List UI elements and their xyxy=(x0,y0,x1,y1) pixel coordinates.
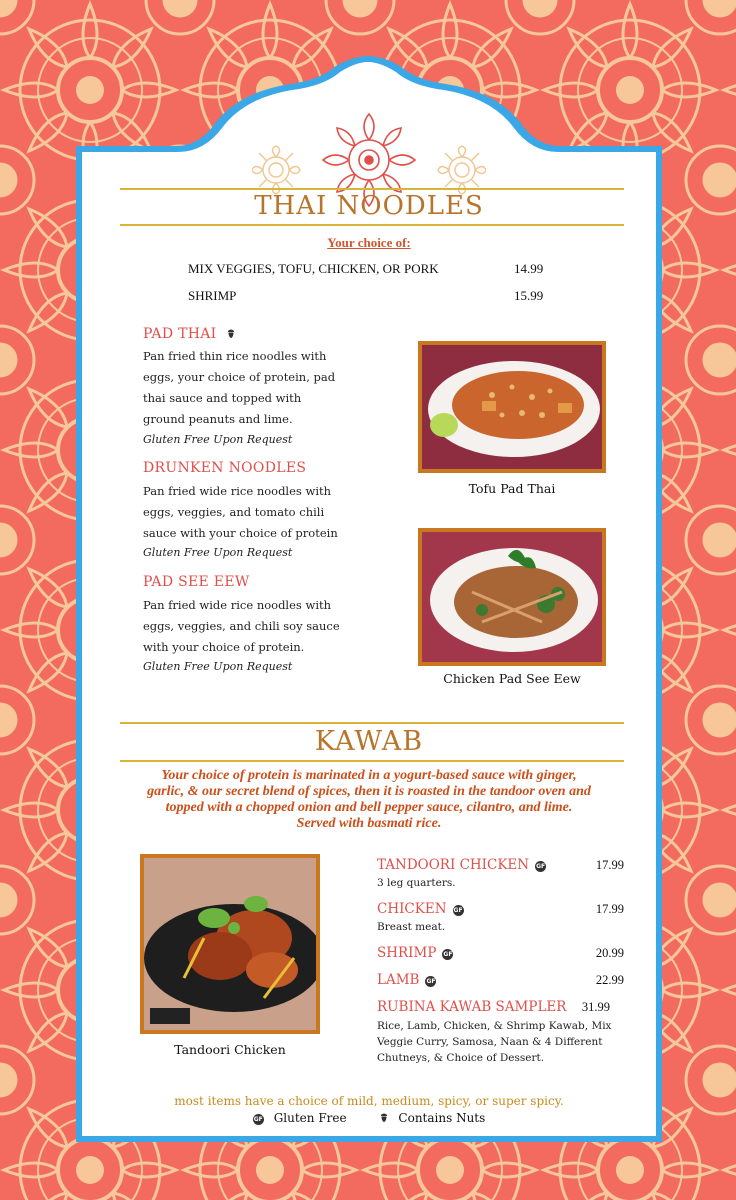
kawab-item-price: 20.99 xyxy=(595,946,624,960)
gluten-free-badge-icon: GF xyxy=(453,907,463,914)
dish-description xyxy=(143,481,338,544)
section-title-kawab: KAWAB xyxy=(314,726,424,757)
nut-icon xyxy=(380,1112,388,1122)
kawab-item-desc xyxy=(377,1018,611,1066)
desc-line: sauce with your choice of protein xyxy=(143,526,338,540)
dish-name-drunken-noodles: DRUNKEN NOODLES xyxy=(143,460,307,476)
desc-line: eggs, veggies, and chili soy sauce xyxy=(143,619,340,633)
kawab-item-price: 22.99 xyxy=(595,973,624,987)
kawab-item-price: 31.99 xyxy=(581,1000,610,1014)
dish-name-pad-thai xyxy=(143,326,235,342)
kawab-item-desc: Breast meat. xyxy=(377,921,446,933)
intro-line: Your choice of protein is marinated in a yogurt-based sauce with ginger, xyxy=(161,768,577,783)
choice-heading: Your choice of: xyxy=(327,235,411,250)
photo-tandoori-chicken xyxy=(140,854,320,1034)
kawab-intro xyxy=(112,768,626,832)
gluten-free-badge-icon: GF xyxy=(443,951,453,958)
gluten-free-badge-icon: GF xyxy=(536,863,546,870)
desc-line: Pan fried wide rice noodles with xyxy=(143,598,332,612)
kawab-item-name: TANDOORI CHICKEN xyxy=(377,857,530,873)
desc-line: ground peanuts and lime. xyxy=(143,412,293,426)
desc-line: thai sauce and topped with xyxy=(143,391,302,405)
spice-note: most items have a choice of mild, medium, spicy, or super spicy. xyxy=(174,1094,564,1108)
kawab-item-lamb xyxy=(377,972,436,988)
photo-caption: Chicken Pad See Eew xyxy=(443,671,581,686)
kawab-item-name: SHRIMP xyxy=(377,945,437,961)
desc-line: Veggie Curry, Samosa, Naan & 4 Different xyxy=(377,1036,603,1048)
kawab-item-price: 17.99 xyxy=(595,858,624,872)
legend-gluten-free: Gluten Free xyxy=(273,1111,347,1125)
kawab-item-desc: 3 leg quarters. xyxy=(377,877,456,889)
section-title-thai-noodles: THAI NOODLES xyxy=(254,191,484,221)
desc-line: Pan fried thin rice noodles with xyxy=(143,349,327,363)
kawab-item-shrimp xyxy=(377,945,453,961)
gold-rule xyxy=(120,760,624,762)
nut-icon xyxy=(227,328,235,338)
menu-panel xyxy=(76,60,662,1142)
legend-contains-nuts: Contains Nuts xyxy=(398,1111,486,1125)
option-price: 14.99 xyxy=(514,261,544,276)
kawab-item-price: 17.99 xyxy=(595,902,624,916)
option-label: MIX VEGGIES, TOFU, CHICKEN, OR PORK xyxy=(188,261,439,276)
intro-line: Served with basmati rice. xyxy=(296,816,442,831)
dish-description xyxy=(143,346,335,430)
desc-line: Chutneys, & Choice of Dessert. xyxy=(377,1052,545,1064)
dish-description xyxy=(143,595,340,658)
desc-line: with your choice of protein. xyxy=(143,640,305,654)
kawab-item-name: CHICKEN xyxy=(377,901,447,917)
kawab-item-sampler: RUBINA KAWAB SAMPLER xyxy=(377,999,567,1015)
desc-line: Pan fried wide rice noodles with xyxy=(143,484,332,498)
photo-caption: Tandoori Chicken xyxy=(174,1042,286,1057)
gluten-free-note: Gluten Free Upon Request xyxy=(143,546,293,559)
desc-line: Rice, Lamb, Chicken, & Shrimp Kawab, Mix xyxy=(377,1020,612,1032)
desc-line: eggs, your choice of protein, pad xyxy=(143,370,336,384)
dish-name-pad-see-eew: PAD SEE EEW xyxy=(143,574,250,590)
gluten-free-badge-icon: GF xyxy=(253,1116,263,1123)
option-price: 15.99 xyxy=(514,288,544,303)
gluten-free-note: Gluten Free Upon Request xyxy=(143,433,293,446)
gold-rule xyxy=(120,224,624,226)
intro-line: topped with a chopped onion and bell pepper sauce, cilantro, and lime. xyxy=(165,800,573,815)
gluten-free-note: Gluten Free Upon Request xyxy=(143,660,293,673)
option-label: SHRIMP xyxy=(188,288,237,303)
gluten-free-badge-icon: GF xyxy=(426,978,436,985)
legend xyxy=(76,1111,662,1125)
desc-line: eggs, veggies, and tomato chili xyxy=(143,505,325,519)
intro-line: garlic, & our secret blend of spices, then it is roasted in the tandoor oven and xyxy=(147,784,591,799)
photo-caption: Tofu Pad Thai xyxy=(468,481,556,496)
kawab-item-name: LAMB xyxy=(377,972,420,988)
kawab-item-tandoori-chicken xyxy=(377,857,546,873)
photo-tofu-pad-thai xyxy=(418,341,606,473)
kawab-item-chicken xyxy=(377,901,464,917)
photo-chicken-pad-see-eew xyxy=(418,528,606,666)
dish-name-text: PAD THAI xyxy=(143,326,217,342)
